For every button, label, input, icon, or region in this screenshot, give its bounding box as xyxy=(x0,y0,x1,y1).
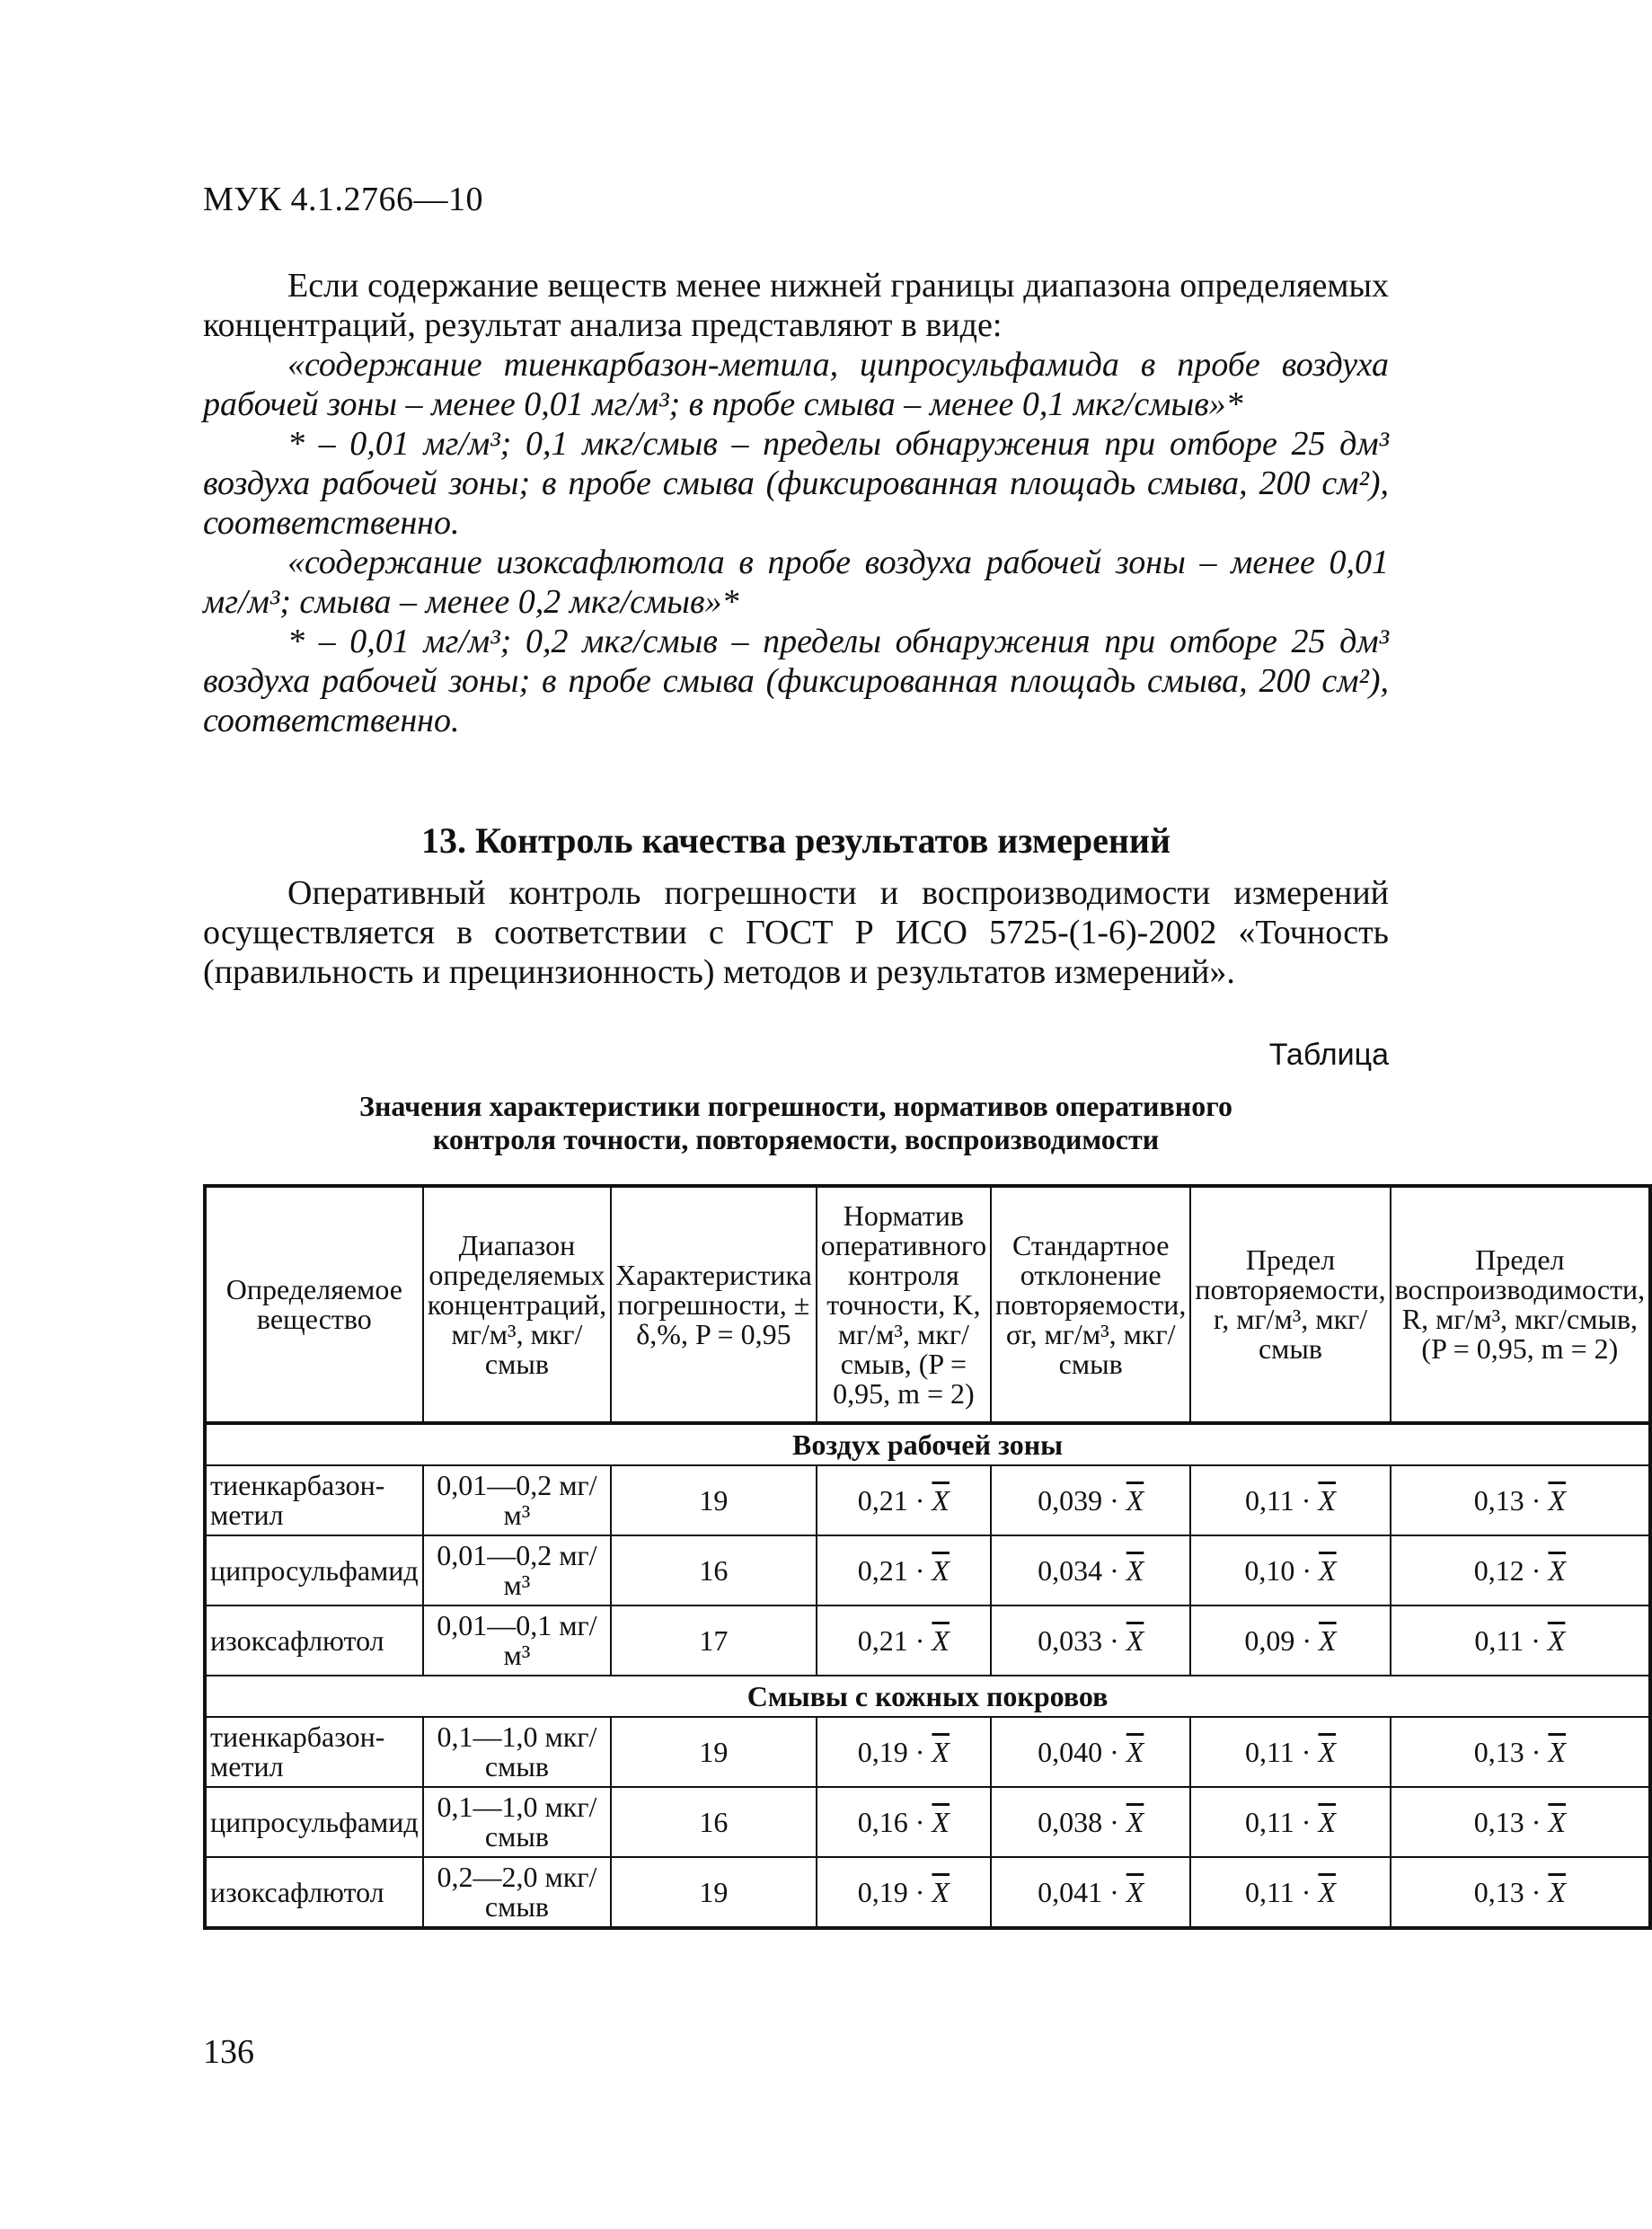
cell-range xyxy=(423,1787,611,1857)
cell-reproducibility-limit xyxy=(1391,1605,1651,1676)
mean-symbol: $\overline{X}$ xyxy=(1319,1623,1337,1657)
result-template-1: «содержание тиенкарбазон-метила, ципросульфамида в пробе воздуха рабочей зоны – менее 0,01 мг/м³; в пробе смыва – менее 0,1 мкг/смыв»* xyxy=(203,346,1389,423)
cell-value: 0,038 · xyxy=(1038,1805,1126,1838)
cell-value: тиенкарбазон-метил xyxy=(210,1720,385,1782)
cell-accuracy-norm xyxy=(817,1717,991,1787)
cell-range xyxy=(423,1465,611,1535)
cell-value: 19 xyxy=(699,1483,729,1517)
header-reproducibility-limit: Предел воспроизводимости, R, мг/м³, мкг/смыв, (P = 0,95, m = 2) xyxy=(1391,1186,1651,1423)
cell-accuracy-norm xyxy=(817,1535,991,1605)
cell-value: 0,13 · xyxy=(1473,1805,1549,1838)
cell-value: 0,2—2,0 мкг/смыв xyxy=(437,1861,597,1923)
mean-symbol: $\overline{X}$ xyxy=(1319,1553,1337,1587)
cell-value: 0,12 · xyxy=(1473,1553,1549,1587)
cell-error xyxy=(611,1535,817,1605)
cell-value: 0,11 · xyxy=(1474,1623,1548,1657)
cell-std-deviation xyxy=(991,1535,1190,1605)
document-code: МУК 4.1.2766—10 xyxy=(203,181,484,218)
table-row xyxy=(205,1857,1650,1928)
header-std-deviation: Стандартное отклонение повторяемости, σr, мг/м³, мкг/смыв xyxy=(991,1186,1190,1423)
cell-repeatability-limit xyxy=(1190,1465,1390,1535)
cell-substance xyxy=(205,1465,423,1535)
cell-repeatability-limit xyxy=(1190,1857,1390,1928)
cell-error xyxy=(611,1787,817,1857)
header-range: Диапазон определяемых концентраций, мг/м³, мкг/смыв xyxy=(423,1186,611,1423)
cell-value: 0,11 · xyxy=(1244,1483,1319,1517)
cell-substance xyxy=(205,1535,423,1605)
cell-accuracy-norm xyxy=(817,1465,991,1535)
table-row xyxy=(205,1717,1650,1787)
table-row xyxy=(205,1605,1650,1676)
intro-paragraph: Если содержание веществ менее нижней границы диапазона определяемых концентраций, результат анализа представляют в виде: xyxy=(203,267,1389,344)
table-label: Таблица xyxy=(1268,1038,1389,1072)
mean-symbol: $\overline{X}$ xyxy=(1548,1875,1566,1908)
table-row xyxy=(205,1787,1650,1857)
cell-value: 0,13 · xyxy=(1473,1483,1549,1517)
cell-substance xyxy=(205,1605,423,1676)
cell-reproducibility-limit xyxy=(1391,1465,1651,1535)
section-title: 13. Контроль качества результатов измерений xyxy=(421,820,1171,861)
mean-symbol: $\overline{X}$ xyxy=(1318,1735,1336,1768)
table-row xyxy=(205,1465,1650,1535)
mean-symbol: $\overline{X}$ xyxy=(1548,1553,1566,1587)
qc-paragraph: Оперативный контроль погрешности и воспроизводимости измерений осуществляется в соответствии с ГОСТ Р ИСО 5725-(1-6)-2002 «Точность (правильность и прецинзионность) методов и результатов измерений». xyxy=(203,874,1389,991)
cell-std-deviation xyxy=(991,1717,1190,1787)
cell-value: 0,10 · xyxy=(1244,1553,1320,1587)
cell-value: 0,1—1,0 мкг/смыв xyxy=(437,1791,597,1853)
cell-value: 0,01—0,2 мг/м³ xyxy=(437,1469,597,1531)
header-repeatability-limit: Предел повторяемости, r, мг/м³, мкг/смыв xyxy=(1190,1186,1390,1423)
mean-symbol: $\overline{X}$ xyxy=(1318,1875,1336,1908)
cell-error xyxy=(611,1605,817,1676)
cell-value: 0,13 · xyxy=(1473,1735,1549,1768)
mean-symbol: $\overline{X}$ xyxy=(1126,1623,1144,1657)
mean-symbol: $\overline{X}$ xyxy=(1126,1483,1144,1517)
header-accuracy-norm: Норматив оперативного контроля точности, K, мг/м³, мкг/смыв, (P = 0,95, m = 2) xyxy=(817,1186,991,1423)
page-number: 136 xyxy=(203,2033,254,2071)
cell-value: 17 xyxy=(699,1623,729,1657)
header-error: Характеристика погрешности, ± δ,%, P = 0,95 xyxy=(611,1186,817,1423)
mean-symbol: $\overline{X}$ xyxy=(932,1483,950,1517)
cell-value: ципросульфамид xyxy=(210,1553,419,1587)
cell-value: 0,11 · xyxy=(1244,1735,1319,1768)
cell-value: 0,11 · xyxy=(1244,1805,1319,1838)
table-group-row xyxy=(205,1676,1650,1717)
cell-value: 0,033 · xyxy=(1038,1623,1126,1657)
cell-value: 19 xyxy=(699,1735,729,1768)
mean-symbol: $\overline{X}$ xyxy=(932,1553,950,1587)
cell-error xyxy=(611,1717,817,1787)
cell-substance xyxy=(205,1857,423,1928)
cell-value: 0,09 · xyxy=(1244,1623,1320,1657)
cell-range xyxy=(423,1605,611,1676)
cell-substance xyxy=(205,1787,423,1857)
mean-symbol: $\overline{X}$ xyxy=(1548,1805,1566,1838)
mean-symbol: $\overline{X}$ xyxy=(1318,1805,1336,1838)
cell-value: 0,21 · xyxy=(857,1623,932,1657)
mean-symbol: $\overline{X}$ xyxy=(1548,1483,1566,1517)
cell-accuracy-norm xyxy=(817,1787,991,1857)
cell-value: 16 xyxy=(699,1805,729,1838)
cell-value: 16 xyxy=(699,1553,729,1587)
footnote-2: * – 0,01 мг/м³; 0,2 мкг/смыв – пределы обнаружения при отборе 25 дм³ воздуха рабочей зоны; в пробе смыва (фиксированная площадь смыва, 200 см²), соответственно. xyxy=(203,623,1389,739)
group-title: Воздух рабочей зоны xyxy=(205,1423,1650,1465)
table-group-row xyxy=(205,1423,1650,1465)
cell-value: 0,039 · xyxy=(1038,1483,1126,1517)
mean-symbol: $\overline{X}$ xyxy=(932,1623,950,1657)
cell-value: 0,041 · xyxy=(1038,1875,1126,1908)
table-body xyxy=(205,1423,1650,1928)
cell-value: изоксафлютол xyxy=(210,1875,384,1908)
cell-range xyxy=(423,1535,611,1605)
cell-accuracy-norm xyxy=(817,1605,991,1676)
cell-value: 0,19 · xyxy=(857,1735,932,1768)
intro-block xyxy=(203,266,1389,740)
mean-symbol: $\overline{X}$ xyxy=(1126,1553,1144,1587)
cell-reproducibility-limit xyxy=(1391,1787,1651,1857)
results-table xyxy=(203,1184,1652,1930)
table-row xyxy=(205,1535,1650,1605)
cell-error xyxy=(611,1857,817,1928)
cell-value: 0,1—1,0 мкг/смыв xyxy=(437,1720,597,1782)
cell-value: 0,01—0,2 мг/м³ xyxy=(437,1539,597,1601)
cell-value: 0,040 · xyxy=(1038,1735,1126,1768)
mean-symbol: $\overline{X}$ xyxy=(1126,1805,1144,1838)
footnote-1: * – 0,01 мг/м³; 0,1 мкг/смыв – пределы обнаружения при отборе 25 дм³ воздуха рабочей зоны; в пробе смыва (фиксированная площадь смыва, 200 см²), соответственно. xyxy=(203,425,1389,542)
cell-repeatability-limit xyxy=(1190,1535,1390,1605)
cell-accuracy-norm xyxy=(817,1857,991,1928)
mean-symbol: $\overline{X}$ xyxy=(1318,1483,1336,1517)
cell-std-deviation xyxy=(991,1465,1190,1535)
table-caption xyxy=(203,1090,1389,1156)
mean-symbol: $\overline{X}$ xyxy=(1126,1735,1144,1768)
cell-reproducibility-limit xyxy=(1391,1535,1651,1605)
mean-symbol: $\overline{X}$ xyxy=(932,1735,950,1768)
cell-std-deviation xyxy=(991,1787,1190,1857)
cell-value: 0,19 · xyxy=(857,1875,932,1908)
result-template-2: «содержание изоксафлютола в пробе воздуха рабочей зоны – менее 0,01 мг/м³; смыва – менее 0,2 мкг/смыв»* xyxy=(203,544,1389,621)
cell-value: 0,034 · xyxy=(1038,1553,1126,1587)
cell-value: ципросульфамид xyxy=(210,1805,419,1838)
mean-symbol: $\overline{X}$ xyxy=(932,1875,950,1908)
cell-value: 0,21 · xyxy=(857,1483,932,1517)
mean-symbol: $\overline{X}$ xyxy=(1126,1875,1144,1908)
cell-error xyxy=(611,1465,817,1535)
cell-std-deviation xyxy=(991,1605,1190,1676)
cell-range xyxy=(423,1857,611,1928)
cell-value: 0,16 · xyxy=(857,1805,932,1838)
cell-std-deviation xyxy=(991,1857,1190,1928)
group-title: Смывы с кожных покровов xyxy=(205,1676,1650,1717)
cell-value: 0,21 · xyxy=(857,1553,932,1587)
table-header-row xyxy=(205,1186,1650,1423)
cell-value: изоксафлютол xyxy=(210,1623,384,1657)
cell-range xyxy=(423,1717,611,1787)
cell-value: 0,13 · xyxy=(1473,1875,1549,1908)
cell-repeatability-limit xyxy=(1190,1787,1390,1857)
cell-reproducibility-limit xyxy=(1391,1857,1651,1928)
mean-symbol: $\overline{X}$ xyxy=(932,1805,950,1838)
mean-symbol: $\overline{X}$ xyxy=(1547,1623,1566,1657)
header-substance: Определяемое вещество xyxy=(205,1186,423,1423)
cell-repeatability-limit xyxy=(1190,1717,1390,1787)
cell-value: тиенкарбазон-метил xyxy=(210,1469,385,1531)
cell-substance xyxy=(205,1717,423,1787)
cell-value: 19 xyxy=(699,1875,729,1908)
table-caption-line-1: Значения характеристики погрешности, нормативов оперативного xyxy=(359,1090,1232,1122)
cell-reproducibility-limit xyxy=(1391,1717,1651,1787)
cell-value: 0,01—0,1 мг/м³ xyxy=(437,1609,597,1671)
table-caption-line-2: контроля точности, повторяемости, воспроизводимости xyxy=(432,1123,1160,1155)
cell-value: 0,11 · xyxy=(1244,1875,1319,1908)
cell-repeatability-limit xyxy=(1190,1605,1390,1676)
qc-block xyxy=(203,873,1389,992)
mean-symbol: $\overline{X}$ xyxy=(1548,1735,1566,1768)
